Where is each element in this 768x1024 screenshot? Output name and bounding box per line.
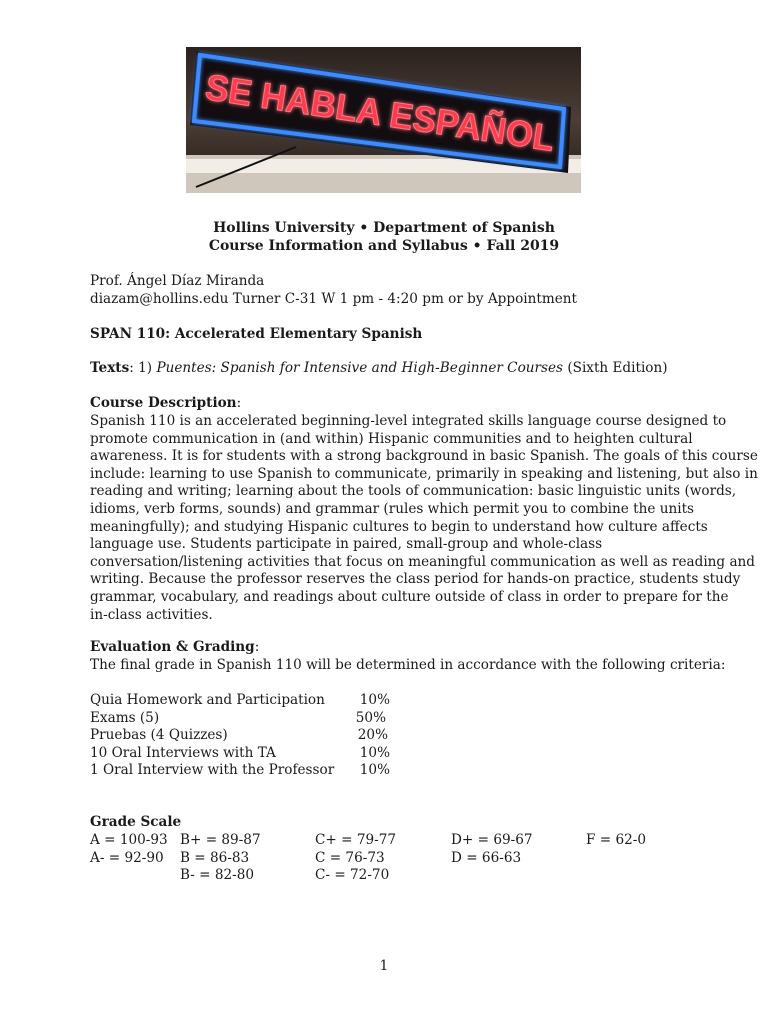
grade-scale-cell: A = 100-93 <box>90 832 168 848</box>
texts-label: Texts <box>90 360 130 376</box>
description-heading: Course Description <box>90 395 237 411</box>
criteria-label: 10 Oral Interviews with TA <box>90 745 276 761</box>
criteria-label: 1 Oral Interview with the Professor <box>90 762 335 778</box>
description-heading-colon: : <box>236 395 242 411</box>
criteria-weight: 10% <box>359 745 390 761</box>
grade-scale-cell: F = 62-0 <box>586 832 647 848</box>
grade-scale-cell: D = 66-63 <box>451 850 522 866</box>
banner-photo <box>186 47 581 193</box>
criteria-weight: 10% <box>359 762 390 778</box>
texts-prefix: : 1) <box>129 360 157 376</box>
grade-scale-cell: C- = 72-70 <box>315 867 390 883</box>
texts-line <box>90 360 668 378</box>
header-line-1: Hollins University • Department of Spanish <box>213 220 555 236</box>
neon-sign-image <box>186 47 581 193</box>
description-line: awareness. It is for students with a strong background in basic Spanish. The goals of this course <box>90 448 758 465</box>
criteria-weight: 50% <box>355 710 386 726</box>
evaluation-intro: The final grade in Spanish 110 will be determined in accordance with the following criteria: <box>90 657 726 673</box>
criteria-row <box>90 727 400 745</box>
criteria-label: Exams (5) <box>90 710 160 726</box>
criteria-row <box>90 692 400 710</box>
criteria-row <box>90 762 400 780</box>
texts-edition: (Sixth Edition) <box>563 360 668 376</box>
grade-scale-cell: B = 86-83 <box>180 850 250 866</box>
description-line: conversation/listening activities that focus on meaningful communication as well as reading and <box>90 553 756 570</box>
instructor-contact: diazam@hollins.edu Turner C-31 W 1 pm - 4:20 pm or by Appointment <box>90 291 577 307</box>
page-number: 1 <box>379 958 389 974</box>
grade-scale-heading: Grade Scale <box>90 814 182 830</box>
description-line: idioms, verb forms, sounds) and grammar (rules which permit you to combine the units <box>90 500 695 517</box>
course-title: SPAN 110: Accelerated Elementary Spanish <box>90 326 423 342</box>
description-line: meaningfully); and studying Hispanic cultures to begin to understand how culture affects <box>90 518 708 535</box>
criteria-label: Quia Homework and Participation <box>90 692 325 708</box>
grade-scale-cell: B- = 82-80 <box>180 867 255 883</box>
grade-scale-cell: C = 76-73 <box>315 850 385 866</box>
description-line: in-class activities. <box>90 606 213 623</box>
description-line: promote communication in (and within) Hispanic communities and to heighten cultural <box>90 430 693 447</box>
description-paragraph <box>90 413 758 624</box>
criteria-row <box>90 745 400 763</box>
criteria-weight: 20% <box>357 727 388 743</box>
description-line: writing. Because the professor reserves the class period for hands-on practice, students study <box>90 571 741 588</box>
description-line: grammar, vocabulary, and readings about culture outside of class in order to prepare for the <box>90 588 729 605</box>
criteria-row <box>90 710 400 728</box>
description-line: language use. Students participate in paired, small-group and whole-class <box>90 536 603 553</box>
description-line: Spanish 110 is an accelerated beginning-level integrated skills language course designed to <box>90 413 727 429</box>
description-line: reading and writing; learning about the tools of communication: basic linguistic units (words, <box>90 483 737 500</box>
criteria-label: Pruebas (4 Quizzes) <box>90 727 228 743</box>
criteria-weight: 10% <box>359 692 390 708</box>
grade-scale-cell: A- = 92-90 <box>90 850 164 866</box>
grade-scale-cell: B+ = 89-87 <box>180 832 261 848</box>
description-line: include: learning to use Spanish to communicate, primarily in speaking and listening, but also in <box>90 465 758 482</box>
instructor-name: Prof. Ángel Díaz Miranda <box>90 273 265 289</box>
evaluation-heading-line <box>90 639 259 657</box>
grade-scale-cell: C+ = 79-77 <box>315 832 397 848</box>
grade-scale-cell: D+ = 69-67 <box>451 832 533 848</box>
description-heading-line <box>90 395 241 413</box>
texts-book-title: Puentes: Spanish for Intensive and High-Beginner Courses <box>156 360 564 376</box>
evaluation-heading: Evaluation & Grading <box>90 639 255 655</box>
header-line-2: Course Information and Syllabus • Fall 2019 <box>208 238 560 254</box>
evaluation-heading-colon: : <box>254 639 260 655</box>
sign-text: SE HABLA ESPAÑOL <box>202 66 569 161</box>
